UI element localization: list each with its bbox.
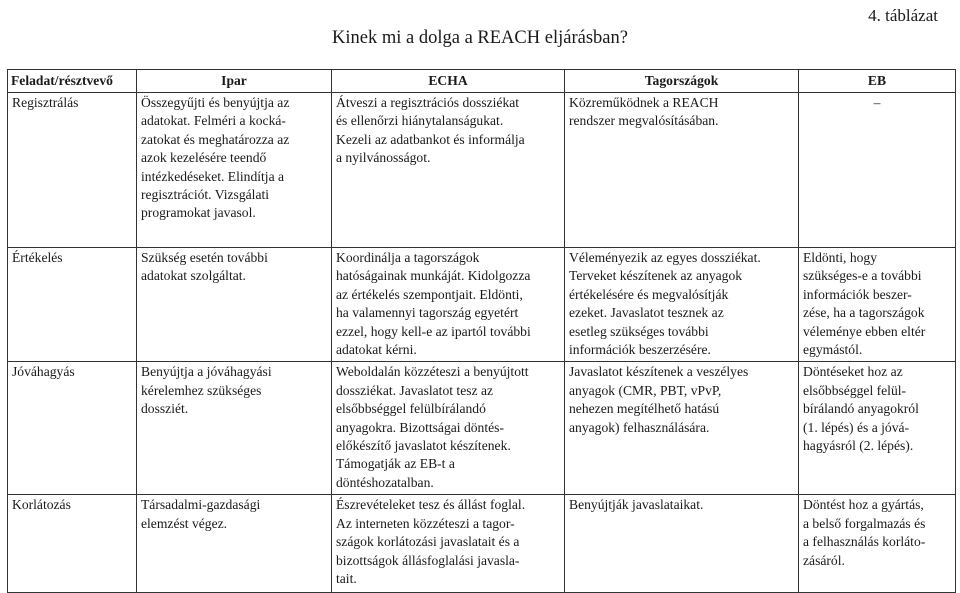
cell-line: információk beszer- <box>803 286 912 302</box>
cell-line: tait. <box>336 570 357 586</box>
cell-line: ha valamennyi tagország egyetért <box>336 305 519 321</box>
cell-line: elemzést végez. <box>141 515 228 531</box>
cell-line: elsőbbséggel felül- <box>803 382 907 398</box>
cell-line: a belső forgalmazás és <box>803 515 926 531</box>
table-row <box>8 248 956 362</box>
member-states-cell <box>565 495 799 593</box>
eb-cell <box>799 248 956 362</box>
table-number-label: 4. táblázat <box>868 6 938 25</box>
cell-line: dossziékat. Javaslatot tesz az <box>336 382 494 398</box>
cell-line: hagyásról (2. lépés). <box>803 438 914 454</box>
industry-cell <box>137 248 332 362</box>
cell-line: anyagokra. Bizottságai döntés- <box>336 419 504 435</box>
echa-cell <box>332 362 565 495</box>
cell-line: Benyújtja a jóváhagyási <box>141 364 272 380</box>
cell-line: zásáról. <box>803 552 845 568</box>
cell-line: Átveszi a regisztrációs dossziékat <box>336 95 520 110</box>
column-header-eb: EB <box>799 70 956 93</box>
cell-line: és ellenőrzi hiánytalanságukat. <box>336 113 504 129</box>
cell-line: ezeket. Javaslatot tesznek az <box>569 305 724 321</box>
industry-cell <box>137 495 332 593</box>
task-cell <box>8 93 137 248</box>
cell-line: az értékelés szempontjait. Eldönti, <box>336 286 523 302</box>
cell-line: Koordinálja a tagországok <box>336 250 480 265</box>
cell-line: esetleg szükséges további <box>569 323 709 339</box>
column-header-member-states: Tagországok <box>565 70 799 93</box>
cell-line: Eldönti, hogy <box>803 250 878 265</box>
task-cell <box>8 495 137 593</box>
cell-line: Az interneten közzéteszi a tagor- <box>336 515 515 531</box>
cell-line: információk beszerzésére. <box>569 342 711 358</box>
cell-line: zése, ha a tagországok <box>803 305 925 321</box>
member-states-cell <box>565 362 799 495</box>
cell-line: zatokat és meghatározza az <box>141 131 290 147</box>
cell-line: Kezeli az adatbankot és informálja <box>336 131 525 147</box>
cell-line: Társadalmi-gazdasági <box>141 497 261 513</box>
cell-line: Támogatják az EB-t a <box>336 456 455 472</box>
member-states-cell <box>565 248 799 362</box>
cell-line: (1. lépés) és a jóvá- <box>803 419 910 435</box>
cell-line: értékelésére és megvalósítják <box>569 286 729 302</box>
cell-line: elsőbbséggel felülbírálandó <box>336 401 486 417</box>
cell-line: szükséges-e a további <box>803 268 922 284</box>
cell-line: Véleményezik az egyes dossziékat. <box>569 250 761 265</box>
cell-line: bizottságok állásfoglalási javasla- <box>336 552 520 568</box>
cell-line: anyagok) felhasználására. <box>569 419 710 435</box>
cell-line: előkészítő javaslatot készítenek. <box>336 438 511 454</box>
column-header-task: Feladat/résztvevő <box>8 70 137 93</box>
cell-line: programokat javasol. <box>141 205 256 221</box>
cell-line: Észrevételeket tesz és állást foglal. <box>336 497 526 513</box>
cell-line: – <box>873 95 881 110</box>
eb-cell <box>799 93 956 248</box>
column-header-industry: Ipar <box>137 70 332 93</box>
echa-cell <box>332 248 565 362</box>
cell-line: intézkedéseket. Elindítja a <box>141 168 285 184</box>
eb-cell <box>799 362 956 495</box>
cell-line: szágok korlátozási javaslatait és a <box>336 534 520 550</box>
cell-line: Terveket készítenek az anyagok <box>569 268 743 284</box>
eb-cell <box>799 495 956 593</box>
cell-line: adatokat szolgáltat. <box>141 268 246 284</box>
cell-line: Döntéseket hoz az <box>803 364 903 380</box>
cell-line: dossziét. <box>141 401 189 417</box>
member-states-cell <box>565 93 799 248</box>
column-header-echa: ECHA <box>332 70 565 93</box>
cell-line: anyagok (CMR, PBT, vPvP, <box>569 382 722 398</box>
cell-line: a felhasználás korláto- <box>803 534 926 550</box>
cell-line: hatóságainak munkáját. Kidolgozza <box>336 268 531 284</box>
task-label: Értékelés <box>12 250 63 265</box>
table-row <box>8 93 956 248</box>
header-row <box>8 70 956 93</box>
table-row <box>8 495 956 593</box>
task-cell <box>8 362 137 495</box>
cell-line: ezzel, hogy kell-e az ipartól további <box>336 323 531 339</box>
cell-line: nehezen megítélhető hatású <box>569 401 720 417</box>
cell-line: Benyújtják javaslataikat. <box>569 497 704 513</box>
cell-line: rendszer megvalósításában. <box>569 113 719 129</box>
table-title: Kinek mi a dolga a REACH eljárásban? <box>332 28 628 48</box>
cell-line: egymástól. <box>803 342 863 358</box>
cell-line: véleménye ebben eltér <box>803 323 926 339</box>
reach-responsibilities-table <box>7 69 956 593</box>
cell-line: bírálandó anyagokról <box>803 401 919 417</box>
cell-line: Weboldalán közzéteszi a benyújtott <box>336 364 529 380</box>
cell-line: regisztrációt. Vizsgálati <box>141 187 270 203</box>
cell-line: Összegyűjti és benyújtja az <box>141 95 290 110</box>
table-row <box>8 362 956 495</box>
cell-line: Döntést hoz a gyártás, <box>803 497 924 513</box>
cell-line: Javaslatot készítenek a veszélyes <box>569 364 749 380</box>
echa-cell <box>332 495 565 593</box>
cell-line: azok kezelésére teendő <box>141 150 267 166</box>
cell-line: a nyilvánosságot. <box>336 150 431 166</box>
cell-line: Közreműködnek a REACH <box>569 95 719 110</box>
task-label: Korlátozás <box>12 497 71 513</box>
cell-line: döntéshozatalban. <box>336 474 434 490</box>
task-label: Regisztrálás <box>12 95 79 110</box>
industry-cell <box>137 362 332 495</box>
task-cell <box>8 248 137 362</box>
cell-line: Szükség esetén további <box>141 250 268 265</box>
cell-line: adatokat. Felméri a kocká- <box>141 113 286 129</box>
cell-line: adatokat kérni. <box>336 342 417 358</box>
echa-cell <box>332 93 565 248</box>
industry-cell <box>137 93 332 248</box>
cell-line: kérelemhez szükséges <box>141 382 262 398</box>
task-label: Jóváhagyás <box>12 364 75 380</box>
